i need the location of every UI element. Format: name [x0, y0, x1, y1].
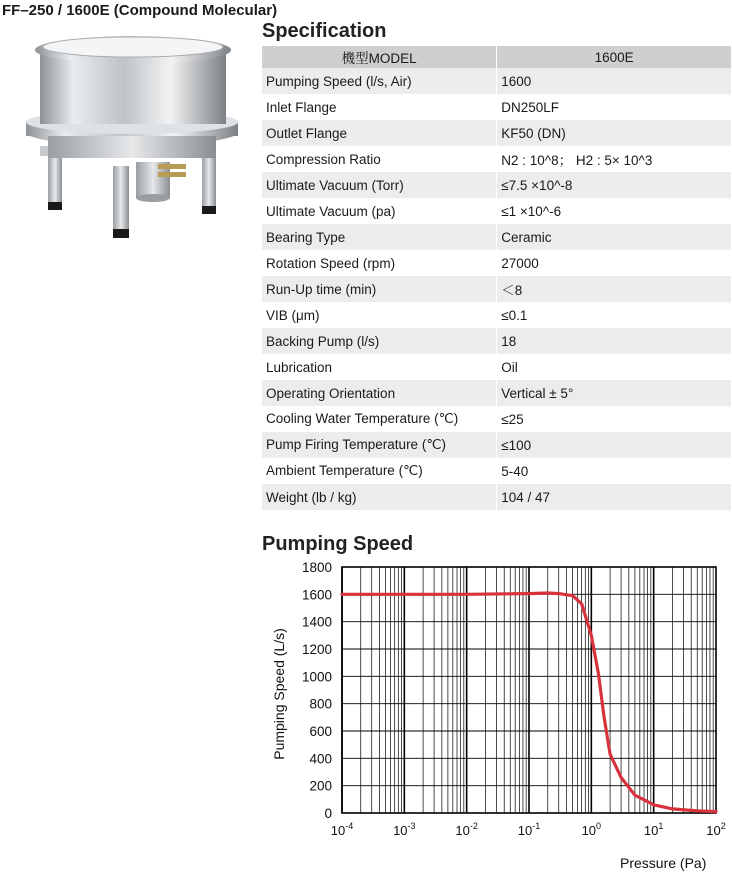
table-row [262, 68, 732, 94]
spec-label: Weight (lb / kg) [262, 484, 497, 510]
x-tick-label: $10^{-1}$ [517, 821, 541, 838]
table-row [262, 94, 732, 120]
spec-label: Rotation Speed (rpm) [262, 250, 497, 276]
spec-value: KF50 (DN) [497, 120, 732, 146]
spec-value: DN250LF [497, 94, 732, 120]
y-axis-label: Pumping Speed (L/s) [271, 628, 287, 760]
table-row [262, 120, 732, 146]
table-header-row [262, 46, 732, 68]
y-tick-label: 800 [309, 696, 332, 712]
pumping-speed-chart [262, 555, 728, 882]
y-tick-label: 1600 [301, 587, 332, 603]
table-row [262, 224, 732, 250]
spec-value: N2 : 10^8； H2 : 5× 10^3 [497, 146, 732, 172]
spec-label: Pumping Speed (l/s, Air) [262, 68, 497, 94]
spec-label: Operating Orientation [262, 380, 497, 406]
spec-value: ≤0.1 [497, 302, 732, 328]
x-tick-label: $10^1$ [643, 821, 664, 838]
y-tick-label: 1400 [301, 614, 332, 630]
spec-label: Inlet Flange [262, 94, 497, 120]
x-tick-label: $10^2$ [706, 821, 726, 838]
spec-label: Ultimate Vacuum (pa) [262, 198, 497, 224]
table-row [262, 146, 732, 172]
spec-label: Ambient Temperature (℃) [262, 458, 497, 484]
table-row [262, 172, 732, 198]
header-model: 機型MODEL [262, 46, 497, 68]
spec-value: 5-40 [497, 458, 732, 484]
y-tick-label: 1000 [301, 669, 332, 685]
x-tick-label: $10^{-3}$ [393, 821, 416, 838]
y-tick-label: 400 [309, 751, 332, 767]
spec-value: 1600 [497, 68, 732, 94]
table-row [262, 432, 732, 458]
spec-value: ≤7.5 ×10^-8 [497, 172, 732, 198]
product-title: FF–250 / 1600E (Compound Molecular) [2, 2, 278, 19]
spec-label: Backing Pump (l/s) [262, 328, 497, 354]
spec-value: ≤100 [497, 432, 732, 458]
y-tick-label: 200 [309, 778, 332, 794]
spec-value: ＜8 [497, 276, 732, 302]
pump-product-image [18, 26, 250, 248]
x-axis-label: Pressure (Pa) [620, 855, 707, 871]
spec-value: 18 [497, 328, 732, 354]
table-row [262, 484, 732, 510]
spec-label: Ultimate Vacuum (Torr) [262, 172, 497, 198]
pumping-speed-heading: Pumping Speed [262, 533, 414, 555]
x-tick-label: $10^0$ [581, 821, 602, 838]
y-tick-label: 0 [324, 806, 332, 821]
table-row [262, 276, 732, 302]
spec-value: 27000 [497, 250, 732, 276]
spec-label: Compression Ratio [262, 146, 497, 172]
table-row [262, 328, 732, 354]
spec-label: Lubrication [262, 354, 497, 380]
y-tick-label: 600 [309, 724, 332, 739]
table-row [262, 198, 732, 224]
spec-value: ≤1 ×10^-6 [497, 198, 732, 224]
specification-table [262, 46, 732, 510]
spec-label: Outlet Flange [262, 120, 497, 146]
specification-heading: Specification [262, 20, 387, 42]
x-tick-label: $10^{-4}$ [330, 821, 354, 838]
y-tick-label: 1200 [301, 642, 332, 657]
spec-value: Ceramic [497, 224, 732, 250]
table-row [262, 250, 732, 276]
table-row [262, 354, 732, 380]
spec-value: Oil [497, 354, 732, 380]
table-row [262, 406, 732, 432]
table-row [262, 458, 732, 484]
spec-label: Bearing Type [262, 224, 497, 250]
spec-value: ≤25 [497, 406, 732, 432]
spec-value: Vertical ± 5° [497, 380, 732, 406]
header-value: 1600E [497, 46, 732, 68]
spec-label: Cooling Water Temperature (℃) [262, 406, 497, 432]
spec-label: Run-Up time (min) [262, 276, 497, 302]
table-row [262, 380, 732, 406]
spec-label: VIB (μm) [262, 302, 497, 328]
spec-value: 104 / 47 [497, 484, 732, 510]
spec-label: Pump Firing Temperature (℃) [262, 432, 497, 458]
x-tick-label: $10^{-2}$ [455, 821, 478, 838]
table-row [262, 302, 732, 328]
y-tick-label: 1800 [301, 560, 332, 575]
